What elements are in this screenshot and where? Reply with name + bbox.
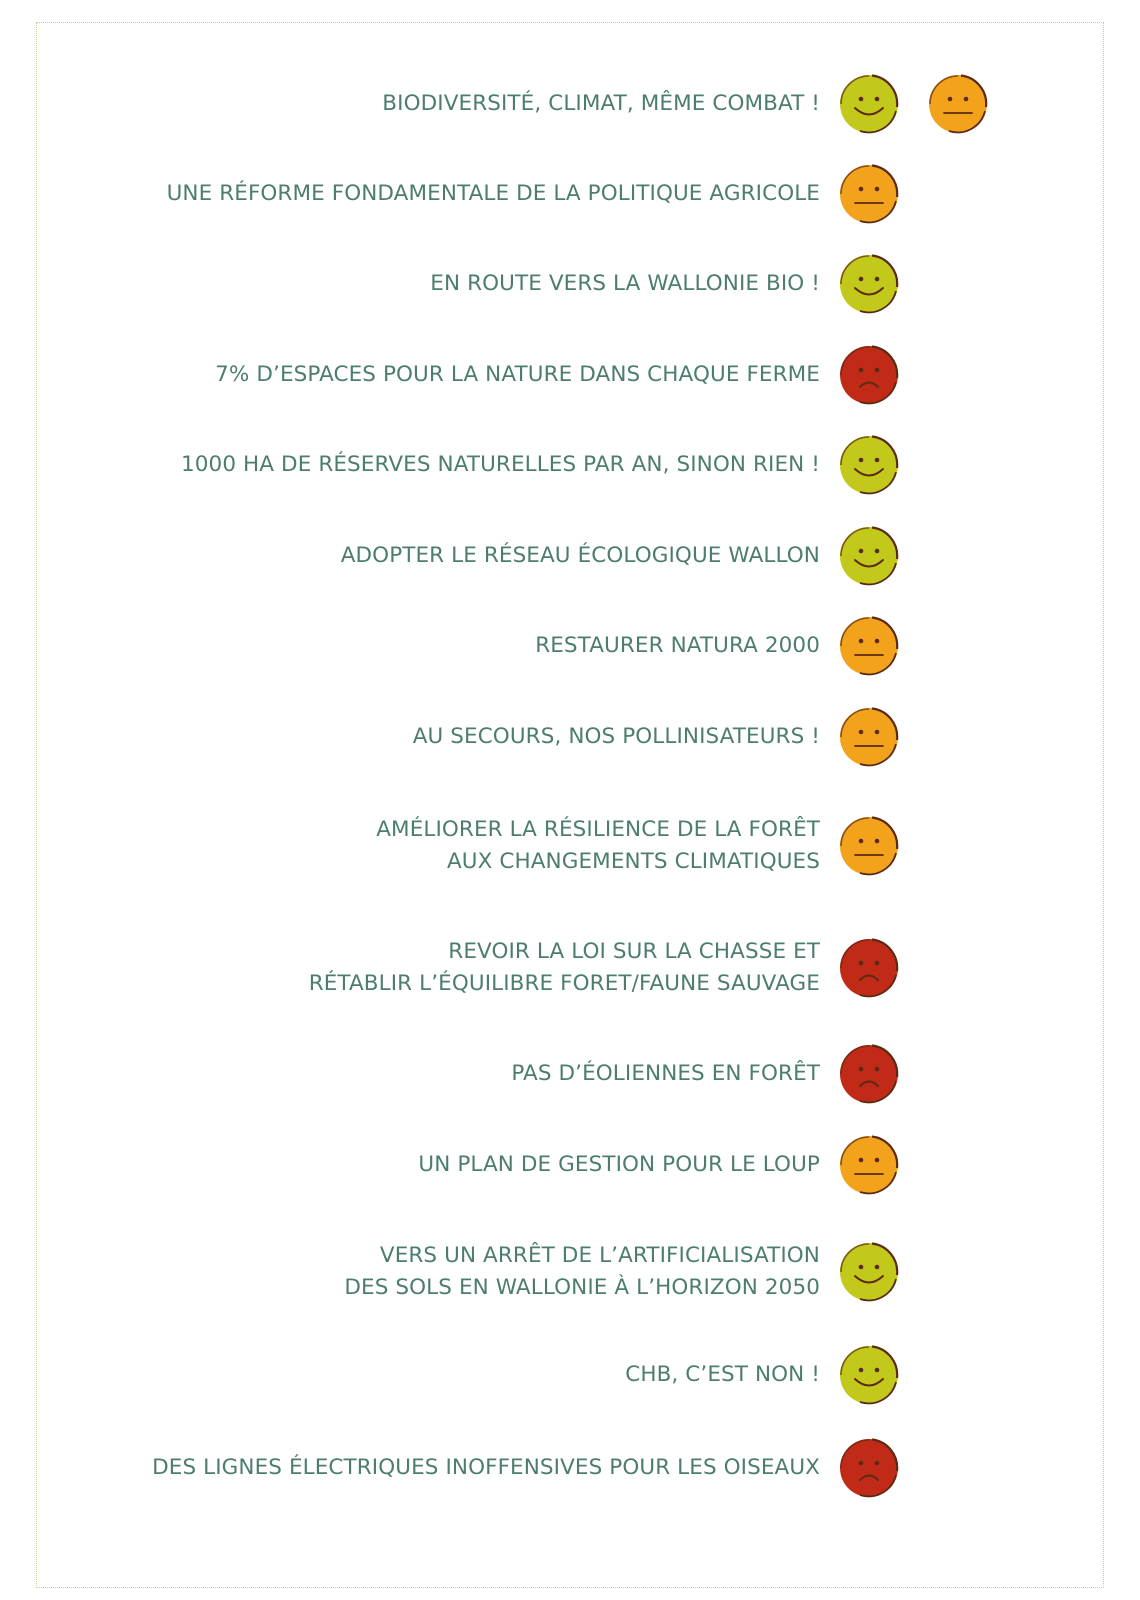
neutral-icon [838, 163, 900, 225]
happy-icon [838, 253, 900, 315]
measure-label-line: REVOIR LA LOI SUR LA CHASSE ET [448, 939, 820, 964]
measure-label [418, 1149, 820, 1181]
measure-label-line: AMÉLIORER LA RÉSILIENCE DE LA FORÊT [376, 817, 820, 842]
evaluation-row [60, 1452, 820, 1484]
measure-label [215, 359, 820, 391]
measure-label-line: AUX CHANGEMENTS CLIMATIQUES [446, 849, 820, 874]
measure-label [344, 1240, 820, 1304]
evaluation-row [60, 1149, 820, 1181]
measure-label [341, 540, 820, 572]
sad-icon [838, 1437, 900, 1499]
neutral-icon [838, 615, 900, 677]
measure-label-line: UN PLAN DE GESTION POUR LE LOUP [418, 1152, 820, 1177]
evaluation-row [60, 178, 820, 210]
measure-label [152, 1452, 820, 1484]
measure-label-line: VERS UN ARRÊT DE L’ARTIFICIALISATION [379, 1243, 820, 1268]
measure-label-line: ADOPTER LE RÉSEAU ÉCOLOGIQUE WALLON [340, 543, 820, 568]
evaluation-row [60, 721, 820, 753]
measure-label [382, 88, 820, 120]
measure-label-line: UNE RÉFORME FONDAMENTALE DE LA POLITIQUE AGRICOLE [166, 181, 820, 206]
sad-icon [838, 344, 900, 406]
evaluation-row [60, 359, 820, 391]
evaluation-row [60, 936, 820, 1000]
measure-label [511, 1058, 820, 1090]
happy-icon [838, 73, 900, 135]
sad-icon [838, 1043, 900, 1105]
measure-label-line: 1000 HA DE RÉSERVES NATURELLES PAR AN, SINON RIEN ! [180, 452, 820, 477]
evaluation-row [60, 814, 820, 878]
measure-label-line: CHB, C’EST NON ! [625, 1362, 820, 1387]
measure-label [376, 814, 820, 878]
measure-label-line: RÉTABLIR L’ÉQUILIBRE FORET/FAUNE SAUVAGE [308, 971, 820, 996]
measure-label-line: AU SECOURS, NOS POLLINISATEURS ! [412, 724, 820, 749]
happy-icon [838, 434, 900, 496]
measure-label [535, 630, 820, 662]
happy-icon [838, 1344, 900, 1406]
evaluation-row [60, 1058, 820, 1090]
measure-label-line: RESTAURER NATURA 2000 [535, 633, 820, 658]
sad-icon [838, 937, 900, 999]
page-border [36, 22, 1104, 1588]
evaluation-row [60, 540, 820, 572]
evaluation-row [60, 88, 820, 120]
measure-label-line: DES SOLS EN WALLONIE À L’HORIZON 2050 [344, 1275, 820, 1300]
happy-icon [838, 525, 900, 587]
measure-label-line: DES LIGNES ÉLECTRIQUES INOFFENSIVES POUR LES OISEAUX [152, 1455, 820, 1480]
neutral-icon [838, 706, 900, 768]
measure-label [625, 1359, 820, 1391]
measure-label [181, 449, 820, 481]
evaluation-row [60, 1240, 820, 1304]
measure-label [430, 268, 820, 300]
neutral-icon [838, 815, 900, 877]
evaluation-row [60, 1359, 820, 1391]
measure-label [167, 178, 820, 210]
measure-label-line: EN ROUTE VERS LA WALLONIE BIO ! [430, 271, 820, 296]
happy-icon [838, 1241, 900, 1303]
measure-label [413, 721, 820, 753]
evaluation-row [60, 630, 820, 662]
neutral-icon [838, 1134, 900, 1196]
evaluation-row [60, 449, 820, 481]
measure-label-line: BIODIVERSITÉ, CLIMAT, MÊME COMBAT ! [382, 91, 820, 116]
measure-label-line: 7% D’ESPACES POUR LA NATURE DANS CHAQUE FERME [215, 362, 820, 387]
measure-label [309, 936, 820, 1000]
measure-label-line: PAS D’ÉOLIENNES EN FORÊT [511, 1061, 820, 1086]
evaluation-row [60, 268, 820, 300]
neutral-icon [927, 73, 989, 135]
